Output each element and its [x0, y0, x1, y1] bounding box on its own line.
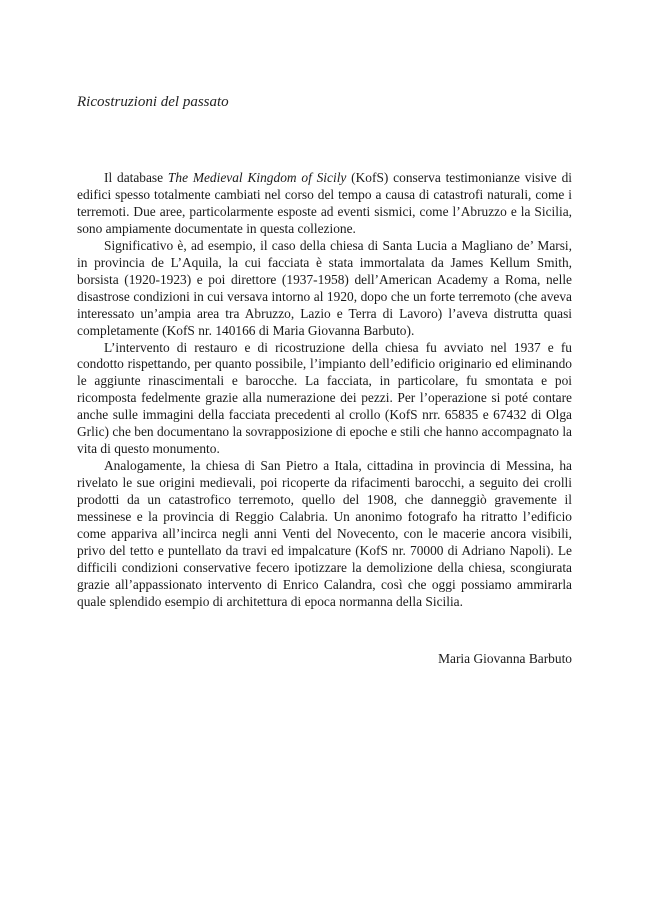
paragraph-1-before: Il database — [104, 170, 168, 185]
database-title: The Medieval Kingdom of Sicily — [167, 170, 347, 185]
running-title: Ricostruzioni del passato — [77, 94, 229, 110]
paragraph-1 — [77, 170, 572, 238]
paragraph-1-after: (KofS) conserva testimonianze visive di edifici spesso totalmente cambiati nel corso del tempo a causa di catastrofi naturali, come i terremoti. Due aree, particolarmente esposte ad eventi sismici, come l’Abruzzo e la Sicilia, sono ampiamente documentate in questa collezione. — [77, 170, 572, 236]
paragraph-2: Significativo è, ad esempio, il caso della chiesa di Santa Lucia a Magliano de’ Marsi, in provincia de L’Aquila, la cui facciata è stata immortalata da James Kellum Smith, borsista (1920-1923) e poi direttore (1937-1958) dell’American Academy a Roma, nelle disastrose condizioni in cui versava intorno al 1920, dopo che un forte terremoto (che aveva interessato un’ampia area tra Abruzzo, Lazio e Terra di Lavoro) l’aveva distrutta quasi completamente (KofS nr. 140166 di Maria Giovanna Barbuto). — [77, 237, 572, 338]
paragraph-4: Analogamente, la chiesa di San Pietro a Itala, cittadina in provincia di Messina, ha rivelato le sue origini medievali, poi ricoperte da rifacimenti barocchi, a seguito dei crolli prodotti da un catastrofico terremoto, quello del 1908, che danneggiò gravemente il messinese e la provincia di Reggio Calabria. Un anonimo fotografo ha ritratto l’edificio come appariva all’incirca negli anni Venti del Novecento, con le macerie ancora visibili, privo del tetto e puntellato da travi ed impalcature (KofS nr. 70000 di Adriano Napoli). Le difficili condizioni conservative fecero ipotizzare la demolizione della chiesa, scongiurata grazie all’appassionato intervento di Enrico Calandra, così che oggi possiamo ammirarla quale splendido esempio di architettura di epoca normanna della Sicilia. — [77, 458, 572, 609]
paragraph-3: L’intervento di restauro e di ricostruzione della chiesa fu avviato nel 1937 e fu condotto rispettando, per quanto possibile, l’impianto dell’edificio originario ed eliminando le aggiunte rinascimentali e barocche. La facciata, in particolare, fu smontata e poi ricomposta fedelmente grazie alla numerazione dei pezzi. Per l’operazione si poté contare anche sulle immagini della facciata precedenti al crollo (KofS nrr. 65835 e 67432 di Olga Grlic) che ben documentano la sovrapposizione di epoche e stili che hanno accompagnato la vita di questo monumento. — [77, 339, 572, 457]
article-body — [77, 170, 572, 611]
author-signature: Maria Giovanna Barbuto — [438, 651, 572, 666]
